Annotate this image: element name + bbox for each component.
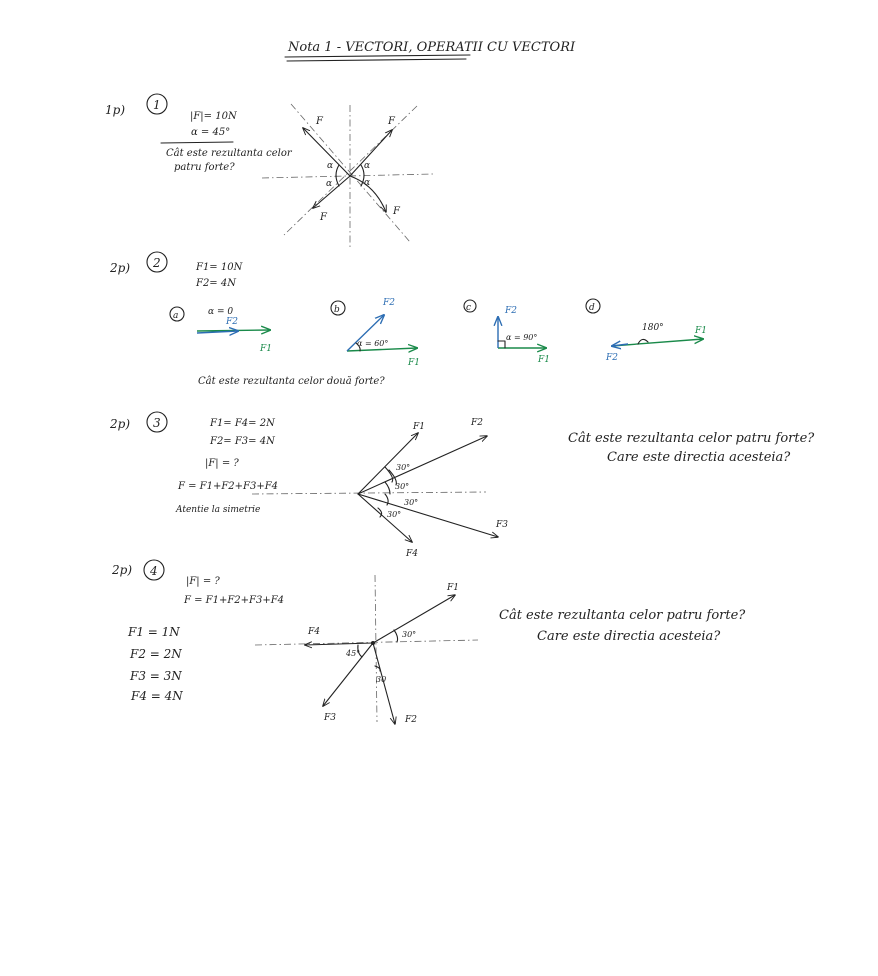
- p2-case-d-label-f2: F2: [606, 353, 618, 363]
- p4-axis-vertical: [375, 575, 377, 722]
- p1-given-force: |F|= 10N: [190, 111, 237, 122]
- p1-label-f-4: F: [393, 206, 400, 217]
- p3-arrow-f2: [358, 436, 487, 494]
- p4-label-f4: F4: [308, 627, 320, 637]
- p4-given-magnitude: |F| = ?: [186, 576, 220, 587]
- p3-angle-label-2: 30°: [395, 482, 410, 491]
- p1-given-angle: α = 45°: [191, 127, 231, 138]
- p2-number: 2: [153, 256, 161, 270]
- p4-angle-label-3: 30: [376, 675, 387, 684]
- p3-angle-label-4: 30°: [387, 510, 402, 519]
- p3-label-f1: F1: [413, 422, 425, 432]
- p2-case-b-label-f2: F2: [383, 298, 395, 308]
- p1-question-line-1: Cât este rezultanta celor: [166, 148, 292, 159]
- p3-angle-arc-3: [385, 494, 388, 505]
- page-title: Nota 1 - VECTORI, OPERATII CU VECTORI: [288, 40, 576, 55]
- p1-label-alpha-1: α: [327, 161, 334, 171]
- p2-case-b: [331, 298, 420, 368]
- p4-label-f2: F2: [405, 715, 417, 725]
- p1-label-f-1: F: [316, 116, 323, 127]
- p3-force-diagram: [252, 418, 508, 559]
- p2-case-a-label-f2: F2: [226, 317, 238, 327]
- p2-case-c-letter: c: [466, 303, 472, 313]
- p4-origin-dot: [371, 641, 375, 645]
- p4-angle-label-1: 30°: [402, 630, 417, 639]
- p2-case-d-label-f1: F1: [695, 326, 707, 336]
- p4-given-sum: F = F1+F2+F3+F4: [184, 595, 285, 606]
- p3-question-line-2: Care este directia acesteia?: [607, 450, 791, 465]
- p1-label-alpha-4: α: [364, 178, 371, 188]
- p3-points: 2p): [110, 417, 130, 431]
- p3-number: 3: [153, 416, 161, 430]
- p2-case-a-letter: a: [173, 311, 179, 321]
- p2-case-d-letter: d: [589, 303, 595, 313]
- p2-case-a-angle: α = 0: [208, 307, 234, 317]
- p2-case-b-label-f1: F1: [408, 358, 420, 368]
- p1-given-separator: [161, 142, 233, 143]
- p3-angle-label-1: 30°: [396, 463, 411, 472]
- p4-angle-arc-f1: [394, 630, 398, 642]
- p4-question-line-1: Cât este rezultanta celor patru forte?: [499, 608, 746, 623]
- p1-number: 1: [153, 98, 161, 112]
- p4-value-f4: F4 = 4N: [131, 689, 183, 703]
- p2-case-b-angle: α = 60°: [357, 339, 389, 348]
- p2-case-b-letter: b: [334, 305, 340, 315]
- p3-given-hint: Atentie la simetrie: [176, 505, 261, 515]
- p3-given-magnitude: |F| = ?: [205, 458, 239, 469]
- p4-question-line-2: Care este directia acesteia?: [537, 629, 721, 644]
- p4-number: 4: [150, 564, 158, 578]
- p2-case-d-angle: 180°: [642, 323, 664, 333]
- p2-case-d-arrow-f2: [612, 344, 628, 346]
- p2-case-a: [170, 307, 272, 354]
- p4-label-f1: F1: [447, 583, 459, 593]
- p3-given-f2-f3: F2= F3= 4N: [210, 436, 275, 447]
- p1-axis-horizontal: [262, 174, 433, 178]
- p2-case-c-angle: α = 90°: [506, 333, 538, 342]
- p3-angle-label-3: 30°: [404, 498, 419, 507]
- p2-case-c-label-f1: F1: [538, 355, 550, 365]
- p2-given-f2: F2= 4N: [196, 278, 236, 289]
- p4-points: 2p): [112, 563, 132, 577]
- p1-angle-arc-left: [336, 165, 339, 186]
- title-underline-2: [287, 59, 466, 61]
- p3-given-f1-f4: F1= F4= 2N: [210, 418, 275, 429]
- p2-question: Cât este rezultanta celor două forte?: [198, 376, 385, 387]
- p2-case-d: [586, 299, 707, 363]
- p1-label-alpha-3: α: [326, 179, 333, 189]
- p1-force-arrow-up-right: [350, 130, 392, 176]
- p2-case-c-right-angle: [498, 341, 505, 348]
- p2-points: 2p): [110, 261, 130, 275]
- p1-label-alpha-2: α: [364, 161, 371, 171]
- p2-case-c-label-f2: F2: [505, 306, 517, 316]
- p1-points: 1p): [105, 103, 125, 117]
- p2-case-c: [464, 300, 550, 365]
- p4-angle-label-2: 45°: [346, 649, 361, 658]
- p2-given-f1: F1= 10N: [196, 262, 243, 273]
- p1-force-diagram: [262, 104, 433, 248]
- p1-question-line-2: patru forte?: [174, 162, 235, 173]
- p3-angle-arc-2: [385, 482, 390, 494]
- p4-label-f3: F3: [324, 713, 336, 723]
- p3-given-sum: F = F1+F2+F3+F4: [178, 481, 279, 492]
- p3-label-f2: F2: [471, 418, 483, 428]
- p4-value-f3: F3 = 3N: [130, 669, 182, 683]
- p3-label-f3: F3: [496, 520, 508, 530]
- p3-arrow-f3: [358, 494, 498, 537]
- p4-value-f2: F2 = 2N: [130, 647, 182, 661]
- p2-case-b-arrow-f1: [347, 348, 417, 351]
- p1-label-f-3: F: [320, 212, 327, 223]
- p2-case-a-label-f1: F1: [260, 344, 272, 354]
- p1-label-f-2: F: [388, 116, 395, 127]
- p3-question-line-1: Cât este rezultanta celor patru forte?: [568, 431, 815, 446]
- p3-axis-horizontal: [252, 492, 486, 494]
- p4-force-diagram: [255, 575, 478, 725]
- p4-axis-horizontal: [255, 640, 478, 645]
- p3-label-f4: F4: [406, 549, 418, 559]
- title-underline-1: [285, 55, 470, 57]
- p4-value-f1: F1 = 1N: [128, 625, 180, 639]
